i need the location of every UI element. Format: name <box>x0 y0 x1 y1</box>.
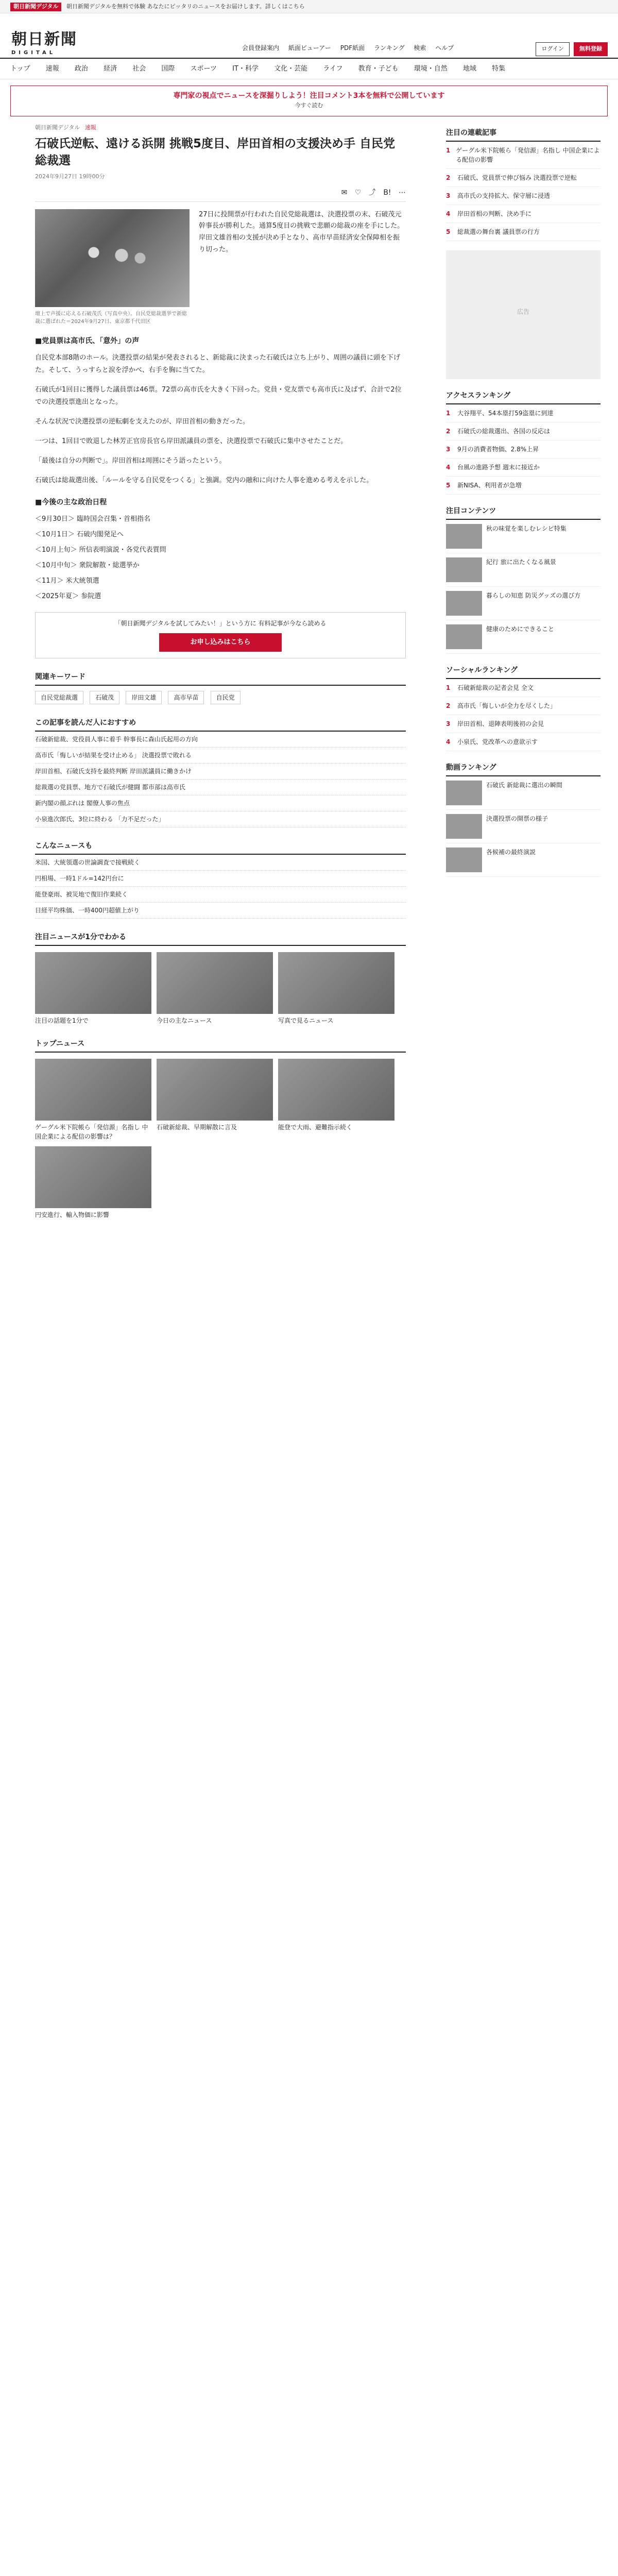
article-body <box>35 336 406 603</box>
tag[interactable]: 自民党総裁選 <box>35 691 83 704</box>
banner-title: 専門家の視点でニュースを深掘りしよう！注目コメント3本を無料で公開しています <box>173 92 445 100</box>
signup-button[interactable]: 無料登録 <box>574 42 608 56</box>
category-tab[interactable]: IT・科学 <box>232 65 259 73</box>
card-title: 能登で大雨、避難指示続く <box>278 1123 353 1131</box>
category-tab[interactable]: 特集 <box>492 65 506 73</box>
category-tab[interactable]: 地域 <box>462 65 476 73</box>
category-tab[interactable]: 速報 <box>45 65 59 73</box>
card-title: 注目の話題を1分で <box>35 1016 89 1024</box>
rank-number: 5 <box>446 482 451 489</box>
logo-text: 朝日新聞 <box>11 30 77 48</box>
sidebar-item-text: 小泉氏、党改革への意欲示す <box>457 738 538 745</box>
logo-sub: DIGITAL <box>11 50 56 56</box>
sidebar-item[interactable] <box>446 587 600 620</box>
card-thumbnail <box>157 952 273 1014</box>
category-tab[interactable]: 社会 <box>132 65 146 73</box>
hatena-icon[interactable]: B! <box>383 188 391 197</box>
sidebar-item-text: 秋の味覚を楽しむレシピ特集 <box>486 525 566 532</box>
sidebar-item[interactable] <box>446 169 600 187</box>
card-title: 石破新総裁、早期解散に言及 <box>157 1123 237 1131</box>
sidebar-item[interactable] <box>446 520 600 553</box>
news-list <box>35 855 406 919</box>
photo-caption: 壇上で声援に応える石破茂氏（写真中央）。自民党総裁選挙で新総裁に選ばれた＝2024年9月27日、東京都千代田区 <box>35 311 187 325</box>
sidebar-item-text: 大谷翔平、54本塁打59盗塁に到達 <box>457 410 554 417</box>
special-card[interactable] <box>35 952 151 1025</box>
sidebar-item[interactable] <box>446 187 600 205</box>
schedule-item: ＜10月1日＞ 石破内閣発足へ <box>35 531 124 539</box>
sidebar-item[interactable] <box>446 810 600 843</box>
site-logo[interactable] <box>11 28 77 57</box>
special-card[interactable] <box>157 952 273 1025</box>
news-heading: こんなニュースも <box>35 841 406 855</box>
rank-number: 2 <box>446 428 451 435</box>
rank-number: 2 <box>446 702 451 709</box>
tag[interactable]: 自民党 <box>211 691 241 704</box>
top-news-grid <box>35 1059 406 1219</box>
rank-number: 3 <box>446 446 451 453</box>
schedule-list <box>35 513 406 603</box>
section-heading: ■党員票は高市氏、「意外」の声 <box>35 336 140 345</box>
paragraph: 石破氏は総裁選出後、「ルールを守る自民党をつくる」と強調。党内の融和に向けた人事を進める考えを示した。 <box>35 477 373 485</box>
sidebar-item-text: 決選投票の開票の様子 <box>486 815 548 822</box>
video-thumbnail <box>446 781 482 805</box>
sidebar-item-text: ゲーグル米下院帳ら「発信源」名指し 中国企業による配信の影響 <box>456 147 600 163</box>
sidebar-item-text: 高市氏「悔しいが全力を尽くした」 <box>457 702 557 709</box>
sidebar-item-text: 石破氏 新総裁に選出の瞬間 <box>486 782 562 789</box>
sidebar-item-text: 新NISA、利用者が急増 <box>457 482 522 489</box>
sidebar-item[interactable] <box>446 223 600 241</box>
related-item[interactable]: 石破新総裁、党役員人事に着手 幹事長に森山氏起用の方向 <box>35 732 406 748</box>
article-photo[interactable] <box>35 209 190 307</box>
tag[interactable]: 岸田文雄 <box>126 691 162 704</box>
top-news-heading: トップニュース <box>35 1039 406 1053</box>
category-tab[interactable]: トップ <box>10 65 30 73</box>
category-tab[interactable]: ライフ <box>323 65 343 73</box>
top-news-card[interactable] <box>35 1146 151 1219</box>
schedule-item: ＜9月30日＞ 臨時国会召集・首相指名 <box>35 515 150 523</box>
sidebar-item-text: 石破新総裁の記者会見 全文 <box>457 684 534 691</box>
sidebar-item[interactable] <box>446 459 600 477</box>
sidebar-item-text: 9月の消費者物価、2.8%上昇 <box>457 446 539 453</box>
rank-number: 4 <box>446 210 451 217</box>
sidebar-item-text: 石破氏、党員票で伸び悩み 決選投票で逆転 <box>457 174 577 181</box>
video-thumbnail <box>446 814 482 839</box>
schedule-item: ＜10月上旬＞ 所信表明演説・各党代表質問 <box>35 546 166 554</box>
category-tab[interactable]: 文化・芸能 <box>274 65 308 73</box>
card-title: 今日の主なニュース <box>157 1016 212 1024</box>
rank-number: 1 <box>446 410 451 417</box>
article-date: 2024年9月27日 19時00分 <box>35 173 105 180</box>
card-thumbnail <box>35 1059 151 1121</box>
sidebar-item[interactable] <box>446 404 600 422</box>
top-news-card[interactable] <box>278 1059 394 1141</box>
category-tab[interactable]: 経済 <box>104 65 117 73</box>
sidebar-item-text: 各候補の最終演説 <box>486 849 536 856</box>
tag-list <box>35 686 406 704</box>
sidebar-item-text: 暮らしの知恵 防災グッズの選び方 <box>486 592 581 599</box>
header-nav-item[interactable]: ランキング <box>373 44 405 52</box>
category-tab[interactable]: 環境・自然 <box>414 65 448 73</box>
sidebar-item-text: 岸田首相の判断、決め手に <box>457 210 532 217</box>
card-thumbnail <box>35 1146 151 1208</box>
site-header <box>0 13 618 58</box>
header-buttons <box>534 42 608 56</box>
card-title: 写真で見るニュース <box>278 1016 334 1024</box>
sidebar-item[interactable] <box>446 620 600 654</box>
subscribe-button[interactable]: お申し込みはこちら <box>159 633 281 652</box>
section-heading: ■今後の主な政治日程 <box>35 498 107 507</box>
news-item[interactable]: 日経平均株価、一時400円超値上がり <box>35 903 406 919</box>
article-tools <box>35 184 406 202</box>
sidebar-item-text: 健康のためにできること <box>486 625 555 633</box>
top-announcement-bar <box>0 0 618 13</box>
related-item[interactable]: 新内閣の顔ぶれは 閣僚人事の焦点 <box>35 795 406 811</box>
tag[interactable]: 石破茂 <box>90 691 119 704</box>
header-nav-item[interactable]: 紙面ビューアー <box>288 44 331 52</box>
login-button[interactable]: ログイン <box>536 42 569 56</box>
sidebar-item[interactable] <box>446 697 600 715</box>
category-tab[interactable]: 政治 <box>74 65 88 73</box>
sidebar-thumbnail <box>446 624 482 649</box>
share-icon[interactable]: ⤴ <box>368 188 376 197</box>
category-tab[interactable]: 教育・子ども <box>358 65 399 73</box>
sidebar-item[interactable] <box>446 733 600 751</box>
card-thumbnail <box>157 1059 273 1121</box>
news-item[interactable]: 米国、大統領選の世論調査で接戦続く <box>35 855 406 871</box>
related-item[interactable]: 総裁選の党員票、地方で石破氏が健闘 都市部は高市氏 <box>35 779 406 795</box>
sidebar-item-text: 岸田首相、退陣表明後初の会見 <box>457 720 544 727</box>
header-nav-item[interactable]: ヘルプ <box>435 44 454 52</box>
rank-number: 3 <box>446 720 451 727</box>
sidebar-heading: 注目コンテンツ <box>446 506 600 520</box>
related-item[interactable]: 岸田首相、石破氏支持を最終判断 岸田派議員に働きかけ <box>35 764 406 779</box>
header-nav <box>242 43 461 53</box>
sidebar-item-text: 石破氏の総裁選出、各国の反応は <box>457 428 551 435</box>
promo-banner[interactable] <box>10 86 608 116</box>
news-item[interactable]: 能登豪雨、被災地で復旧作業続く <box>35 887 406 903</box>
rank-number: 5 <box>446 228 451 235</box>
related-heading: この記事を読んだ人におすすめ <box>35 718 406 732</box>
card-title: ゲーグル米下院帳ら「発信源」名指し 中国企業による配信の影響は？ <box>35 1123 148 1140</box>
sidebar-item-text: 台風の進路予想 週末に接近か <box>457 464 540 471</box>
sidebar-thumbnail <box>446 591 482 616</box>
paragraph: 一つは、1回目で敗退した林芳正官房長官ら岸田派議員の票を、決選投票で石破氏に集中させたことだ。 <box>35 437 348 445</box>
breadcrumb-tag[interactable]: 速報 <box>84 124 96 131</box>
category-tab[interactable]: スポーツ <box>190 65 217 73</box>
sidebar-item[interactable] <box>446 776 600 810</box>
ad-slot[interactable]: 広告 <box>446 250 600 379</box>
top-news-card[interactable] <box>157 1059 273 1141</box>
rank-number: 3 <box>446 192 451 199</box>
sidebar-item[interactable] <box>446 553 600 587</box>
schedule-item: ＜10月中旬＞ 衆院解散・総選挙か <box>35 562 140 570</box>
breadcrumb-item[interactable]: 朝日新聞デジタル <box>35 124 80 131</box>
breadcrumb <box>35 124 406 132</box>
card-thumbnail <box>278 1059 394 1121</box>
special-grid <box>35 952 406 1025</box>
card-thumbnail <box>35 952 151 1014</box>
subscribe-box <box>35 612 406 658</box>
special-card[interactable] <box>278 952 394 1025</box>
related-item[interactable]: 高市氏「悔しいが結果を受け止める」 決選投票で敗れる <box>35 748 406 764</box>
subscribe-text: 「朝日新聞デジタルを試してみたい！」という方に 有料記事が今なら読める <box>114 620 327 628</box>
sidebar-thumbnail <box>446 557 482 582</box>
rank-number: 1 <box>446 684 451 691</box>
special-heading: 注目ニュースが1分でわかる <box>35 932 406 946</box>
paragraph: 「最後は自分の判断で」。岸田首相は周囲にそう語ったという。 <box>35 456 226 465</box>
sidebar <box>446 116 600 877</box>
mail-icon[interactable]: ✉ <box>341 188 348 197</box>
header-nav-item[interactable]: PDF紙面 <box>340 44 365 52</box>
paragraph: そんな状況で決選投票の逆転劇を支えたのが、岸田首相の動きだった。 <box>35 417 250 426</box>
sidebar-heading: 注目の連載記事 <box>446 128 600 142</box>
rank-number: 2 <box>446 174 451 181</box>
article-title: 石破氏逆転、遠ける浜開 挑戦5度目、岸田首相の支援決め手 自民党総裁選 <box>35 137 396 167</box>
sidebar-item[interactable] <box>446 205 600 223</box>
more-icon[interactable]: ⋯ <box>399 188 406 197</box>
card-thumbnail <box>278 952 394 1014</box>
announcement-text[interactable]: 朝日新聞デジタルを無料で体験 あなたにピッタリのニュースをお届けします。詳しくはこちら <box>66 3 305 10</box>
banner-sub: 今すぐ読む <box>295 102 323 109</box>
header-nav-item[interactable]: 会員登録案内 <box>242 44 280 52</box>
sidebar-item[interactable] <box>446 440 600 459</box>
sidebar-thumbnail <box>446 524 482 549</box>
top-news-card[interactable] <box>35 1059 151 1141</box>
paragraph: 自民党本部8階のホール。決選投票の結果が発表されると、新総裁に決まった石破氏は立ち上がり、周囲の議員に頭を下げた。そして、うっすらと涙を浮かべ、右手を胸に当てた。 <box>35 353 400 374</box>
sidebar-item-text: 紀行 旅に出たくなる風景 <box>486 558 556 566</box>
sidebar-heading: アクセスランキング <box>446 391 600 404</box>
article-lead: 27日に投開票が行われた自民党総裁選は、決選投票の末、石破茂元幹事長が勝利した。通算5度目の挑戦で悲願の総裁の座を手にした。岸田文雄首相の支援が決め手となり、高市早苗経済安全保障相を振り切った。 <box>199 210 404 253</box>
sidebar-item[interactable] <box>446 715 600 733</box>
paragraph: 石破氏が1回目に獲得した議員票は46票。72票の高市氏を大きく下回った。党員・党友票でも高市氏に及ばず、合計で2位での決選投票進出となった。 <box>35 385 402 406</box>
sidebar-item-text: 高市氏の支持拡大、保守層に浸透 <box>457 192 551 199</box>
announcement-pill: 朝日新聞デジタル <box>10 3 61 11</box>
schedule-item: ＜11月＞ 米大統領選 <box>35 577 99 585</box>
rank-number: 4 <box>446 464 451 471</box>
schedule-item: ＜2025年夏＞ 参院選 <box>35 592 101 601</box>
header-nav-item[interactable]: 検索 <box>414 44 426 52</box>
heart-icon[interactable]: ♡ <box>354 188 362 197</box>
related-item[interactable]: 小泉進次郎氏、3位に終わる 「力不足だった」 <box>35 811 406 827</box>
sidebar-item[interactable] <box>446 679 600 697</box>
rank-number: 1 <box>446 147 451 154</box>
related-list <box>35 732 406 827</box>
sidebar-item[interactable] <box>446 422 600 440</box>
sidebar-item[interactable] <box>446 843 600 877</box>
category-nav <box>0 58 618 79</box>
video-thumbnail <box>446 848 482 872</box>
sidebar-item[interactable] <box>446 477 600 495</box>
sidebar-item[interactable] <box>446 142 600 169</box>
news-item[interactable]: 円相場、一時1ドル=142円台に <box>35 871 406 887</box>
tag[interactable]: 高市早苗 <box>168 691 204 704</box>
sidebar-heading: 動画ランキング <box>446 762 600 776</box>
sidebar-heading: ソーシャルランキング <box>446 665 600 679</box>
category-tab[interactable]: 国際 <box>161 65 175 73</box>
card-title: 円安進行、輸入物価に影響 <box>35 1211 110 1218</box>
sidebar-item-text: 総裁選の舞台裏 議員票の行方 <box>457 228 540 235</box>
tags-heading: 関連キーワード <box>35 672 406 686</box>
article-main <box>35 116 406 1219</box>
rank-number: 4 <box>446 738 451 745</box>
